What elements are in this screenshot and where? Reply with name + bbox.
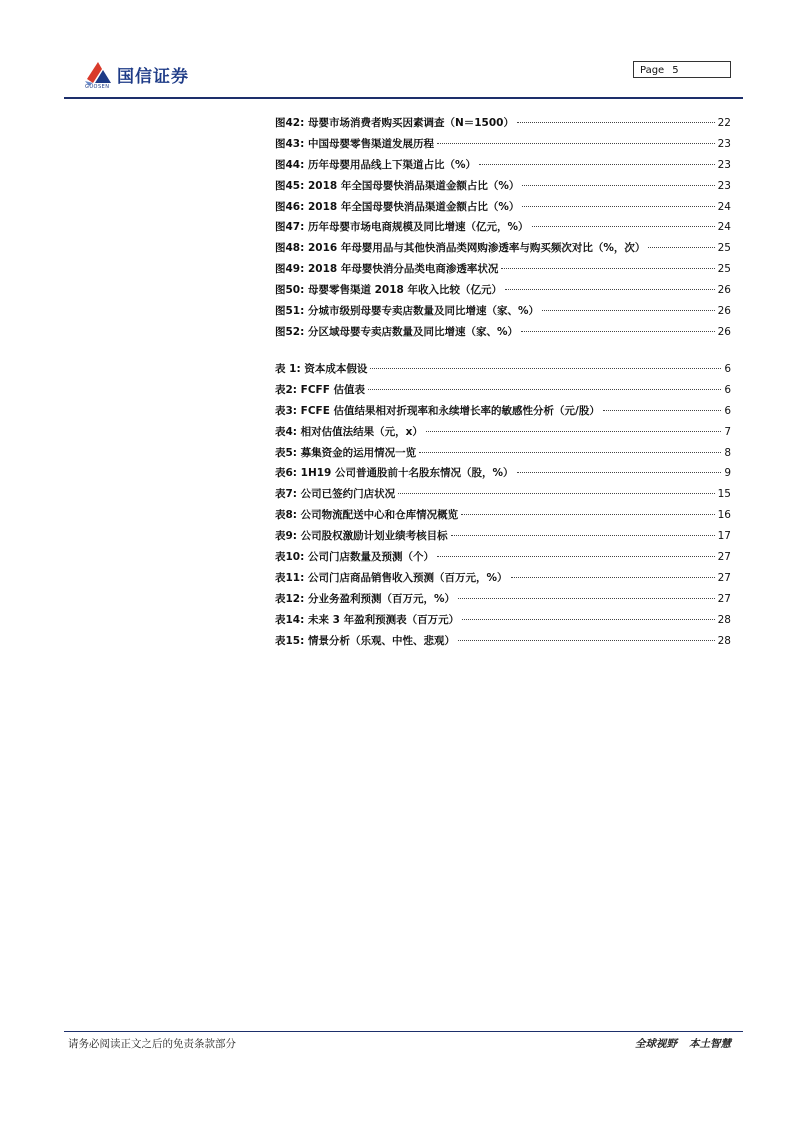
dot-leader — [532, 226, 715, 227]
figure-toc-entry-page-number: 23 — [717, 179, 731, 192]
dot-leader — [426, 431, 721, 432]
dot-leader — [522, 185, 714, 186]
table-toc-entry-label: 表14: 未来 3 年盈利预测表（百万元） — [275, 613, 460, 626]
dot-leader — [462, 619, 715, 620]
figure-toc-entry-page-number: 26 — [717, 284, 731, 297]
table-toc-entry[interactable] — [275, 445, 731, 466]
table-toc-entry[interactable] — [275, 549, 731, 570]
table-toc-entry-label: 表4: 相对估值法结果（元，x） — [275, 425, 423, 438]
figure-toc-entry-label: 图52: 分区域母婴专卖店数量及同比增速（家、%） — [275, 325, 518, 338]
footer-divider — [64, 1031, 743, 1032]
figure-toc-entry-label: 图43: 中国母婴零售渠道发展历程 — [275, 137, 434, 150]
slogan-part-2: 本土智慧 — [689, 1038, 731, 1050]
page-indicator — [633, 61, 731, 78]
figure-toc-entry[interactable] — [275, 324, 731, 345]
table-toc-entry-label: 表12: 分业务盈利预测（百万元，%） — [275, 592, 455, 605]
dot-leader — [368, 389, 721, 390]
figure-toc-entry-page-number: 25 — [717, 242, 731, 255]
dot-leader — [505, 289, 715, 290]
table-index-list — [275, 361, 731, 653]
table-toc-entry[interactable] — [275, 528, 731, 549]
table-toc-entry-label: 表7: 公司已签约门店状况 — [275, 488, 396, 501]
table-toc-entry-page-number: 6 — [724, 383, 731, 396]
figure-toc-entry-page-number: 22 — [717, 117, 731, 129]
table-toc-entry[interactable] — [275, 403, 731, 424]
dot-leader — [517, 122, 715, 123]
dot-leader — [479, 164, 715, 165]
page-number: 5 — [672, 65, 679, 76]
table-toc-entry-page-number: 27 — [717, 592, 731, 605]
figure-toc-entry-page-number: 24 — [717, 200, 731, 213]
table-toc-entry-label: 表10: 公司门店数量及预测（个） — [275, 551, 434, 564]
table-toc-entry-page-number: 27 — [717, 551, 731, 564]
table-toc-entry[interactable] — [275, 382, 731, 403]
table-toc-entry-page-number: 16 — [717, 509, 731, 522]
guosen-logo-icon — [83, 59, 113, 87]
dot-leader — [542, 310, 715, 311]
table-toc-entry-label: 表9: 公司股权激励计划业绩考核目标 — [275, 530, 448, 543]
table-toc-entry[interactable] — [275, 465, 731, 486]
dot-leader — [521, 331, 715, 332]
table-toc-entry-page-number: 8 — [724, 446, 731, 459]
table-toc-entry[interactable] — [275, 361, 731, 382]
dot-leader — [648, 247, 714, 248]
figure-toc-entry-label: 图42: 母婴市场消费者购买因素调查（N＝1500） — [275, 117, 514, 129]
figure-toc-entry[interactable] — [275, 199, 731, 220]
table-toc-entry-label: 表15: 情景分析（乐观、中性、悲观） — [275, 634, 455, 647]
table-toc-entry-label: 表8: 公司物流配送中心和仓库情况概览 — [275, 509, 459, 522]
figure-toc-entry[interactable] — [275, 303, 731, 324]
table-toc-entry-label: 表11: 公司门店商品销售收入预测（百万元，%） — [275, 571, 508, 584]
figure-toc-entry-label: 图46: 2018 年全国母婴快消品渠道金额占比（%） — [275, 200, 520, 213]
figure-toc-entry[interactable] — [275, 261, 731, 282]
table-toc-entry[interactable] — [275, 612, 731, 633]
figure-toc-entry-label: 图50: 母婴零售渠道 2018 年收入比较（亿元） — [275, 284, 503, 297]
table-toc-entry-label: 表6: 1H19 公司普通股前十名股东情况（股，%） — [275, 467, 514, 480]
table-toc-entry[interactable] — [275, 633, 731, 654]
dot-leader — [419, 452, 721, 453]
figure-toc-entry-label: 图45: 2018 年全国母婴快消品渠道金额占比（%） — [275, 179, 520, 192]
figure-toc-entry-page-number: 24 — [717, 221, 731, 234]
page-label: Page — [640, 65, 665, 76]
figure-toc-entry[interactable] — [275, 157, 731, 178]
dot-leader — [451, 535, 715, 536]
figure-toc-entry-label: 图51: 分城市级别母婴专卖店数量及同比增速（家、%） — [275, 305, 539, 318]
dot-leader — [437, 143, 715, 144]
table-toc-entry-page-number: 17 — [717, 530, 731, 543]
table-toc-entry-page-number: 28 — [717, 634, 731, 647]
table-toc-entry[interactable] — [275, 570, 731, 591]
table-toc-entry-label: 表 1: 资本成本假设 — [275, 363, 368, 375]
figure-index-list — [275, 115, 731, 345]
table-toc-entry-page-number: 6 — [724, 404, 731, 417]
table-toc-entry-page-number: 27 — [717, 571, 731, 584]
table-toc-entry[interactable] — [275, 507, 731, 528]
figure-toc-entry[interactable] — [275, 115, 731, 136]
dot-leader — [461, 514, 714, 515]
table-toc-entry-page-number: 15 — [717, 488, 731, 501]
dot-leader — [437, 556, 715, 557]
dot-leader — [517, 472, 722, 473]
figure-toc-entry-label: 图44: 历年母婴用品线上下渠道占比（%） — [275, 158, 476, 171]
dot-leader — [370, 368, 721, 369]
logo-text: 国信证券 — [117, 67, 189, 87]
figure-toc-entry[interactable] — [275, 219, 731, 240]
table-toc-entry[interactable] — [275, 424, 731, 445]
figure-toc-entry-label: 图47: 历年母婴市场电商规模及同比增速（亿元，%） — [275, 221, 529, 234]
figure-toc-entry-page-number: 26 — [717, 305, 731, 318]
company-logo — [83, 57, 243, 91]
figure-toc-entry[interactable] — [275, 240, 731, 261]
figure-toc-entry-page-number: 23 — [717, 158, 731, 171]
table-toc-entry-label: 表3: FCFE 估值结果相对折现率和永续增长率的敏感性分析（元/股） — [275, 404, 600, 417]
figure-toc-entry-page-number: 23 — [717, 137, 731, 150]
dot-leader — [522, 206, 714, 207]
dot-leader — [501, 268, 714, 269]
slogan-part-1: 全球视野 — [635, 1038, 677, 1050]
logo-subtext: GUOSEN — [85, 84, 110, 90]
figure-toc-entry-page-number: 25 — [717, 263, 731, 276]
dot-leader — [511, 577, 715, 578]
table-toc-entry[interactable] — [275, 486, 731, 507]
footer-slogan — [635, 1036, 731, 1051]
footer-disclaimer: 请务必阅读正文之后的免责条款部分 — [68, 1038, 236, 1050]
dot-leader — [458, 598, 715, 599]
figure-toc-entry-label: 图49: 2018 年母婴快消分品类电商渗透率状况 — [275, 263, 499, 276]
table-toc-entry-page-number: 7 — [724, 425, 731, 438]
dot-leader — [603, 410, 721, 411]
figure-toc-entry[interactable] — [275, 282, 731, 303]
table-toc-entry-label: 表5: 募集资金的运用情况一览 — [275, 446, 417, 459]
dot-leader — [398, 493, 714, 494]
table-toc-entry-page-number: 6 — [724, 363, 731, 375]
table-toc-entry[interactable] — [275, 591, 731, 612]
dot-leader — [458, 640, 715, 641]
figure-toc-entry[interactable] — [275, 178, 731, 199]
figure-toc-entry[interactable] — [275, 136, 731, 157]
header-divider — [64, 97, 743, 99]
figure-toc-entry-label: 图48: 2016 年母婴用品与其他快消品类网购渗透率与购买频次对比（%，次） — [275, 242, 646, 255]
figure-toc-entry-page-number: 26 — [717, 325, 731, 338]
table-toc-entry-label: 表2: FCFF 估值表 — [275, 383, 366, 396]
table-toc-entry-page-number: 28 — [717, 613, 731, 626]
table-toc-entry-page-number: 9 — [724, 467, 731, 480]
